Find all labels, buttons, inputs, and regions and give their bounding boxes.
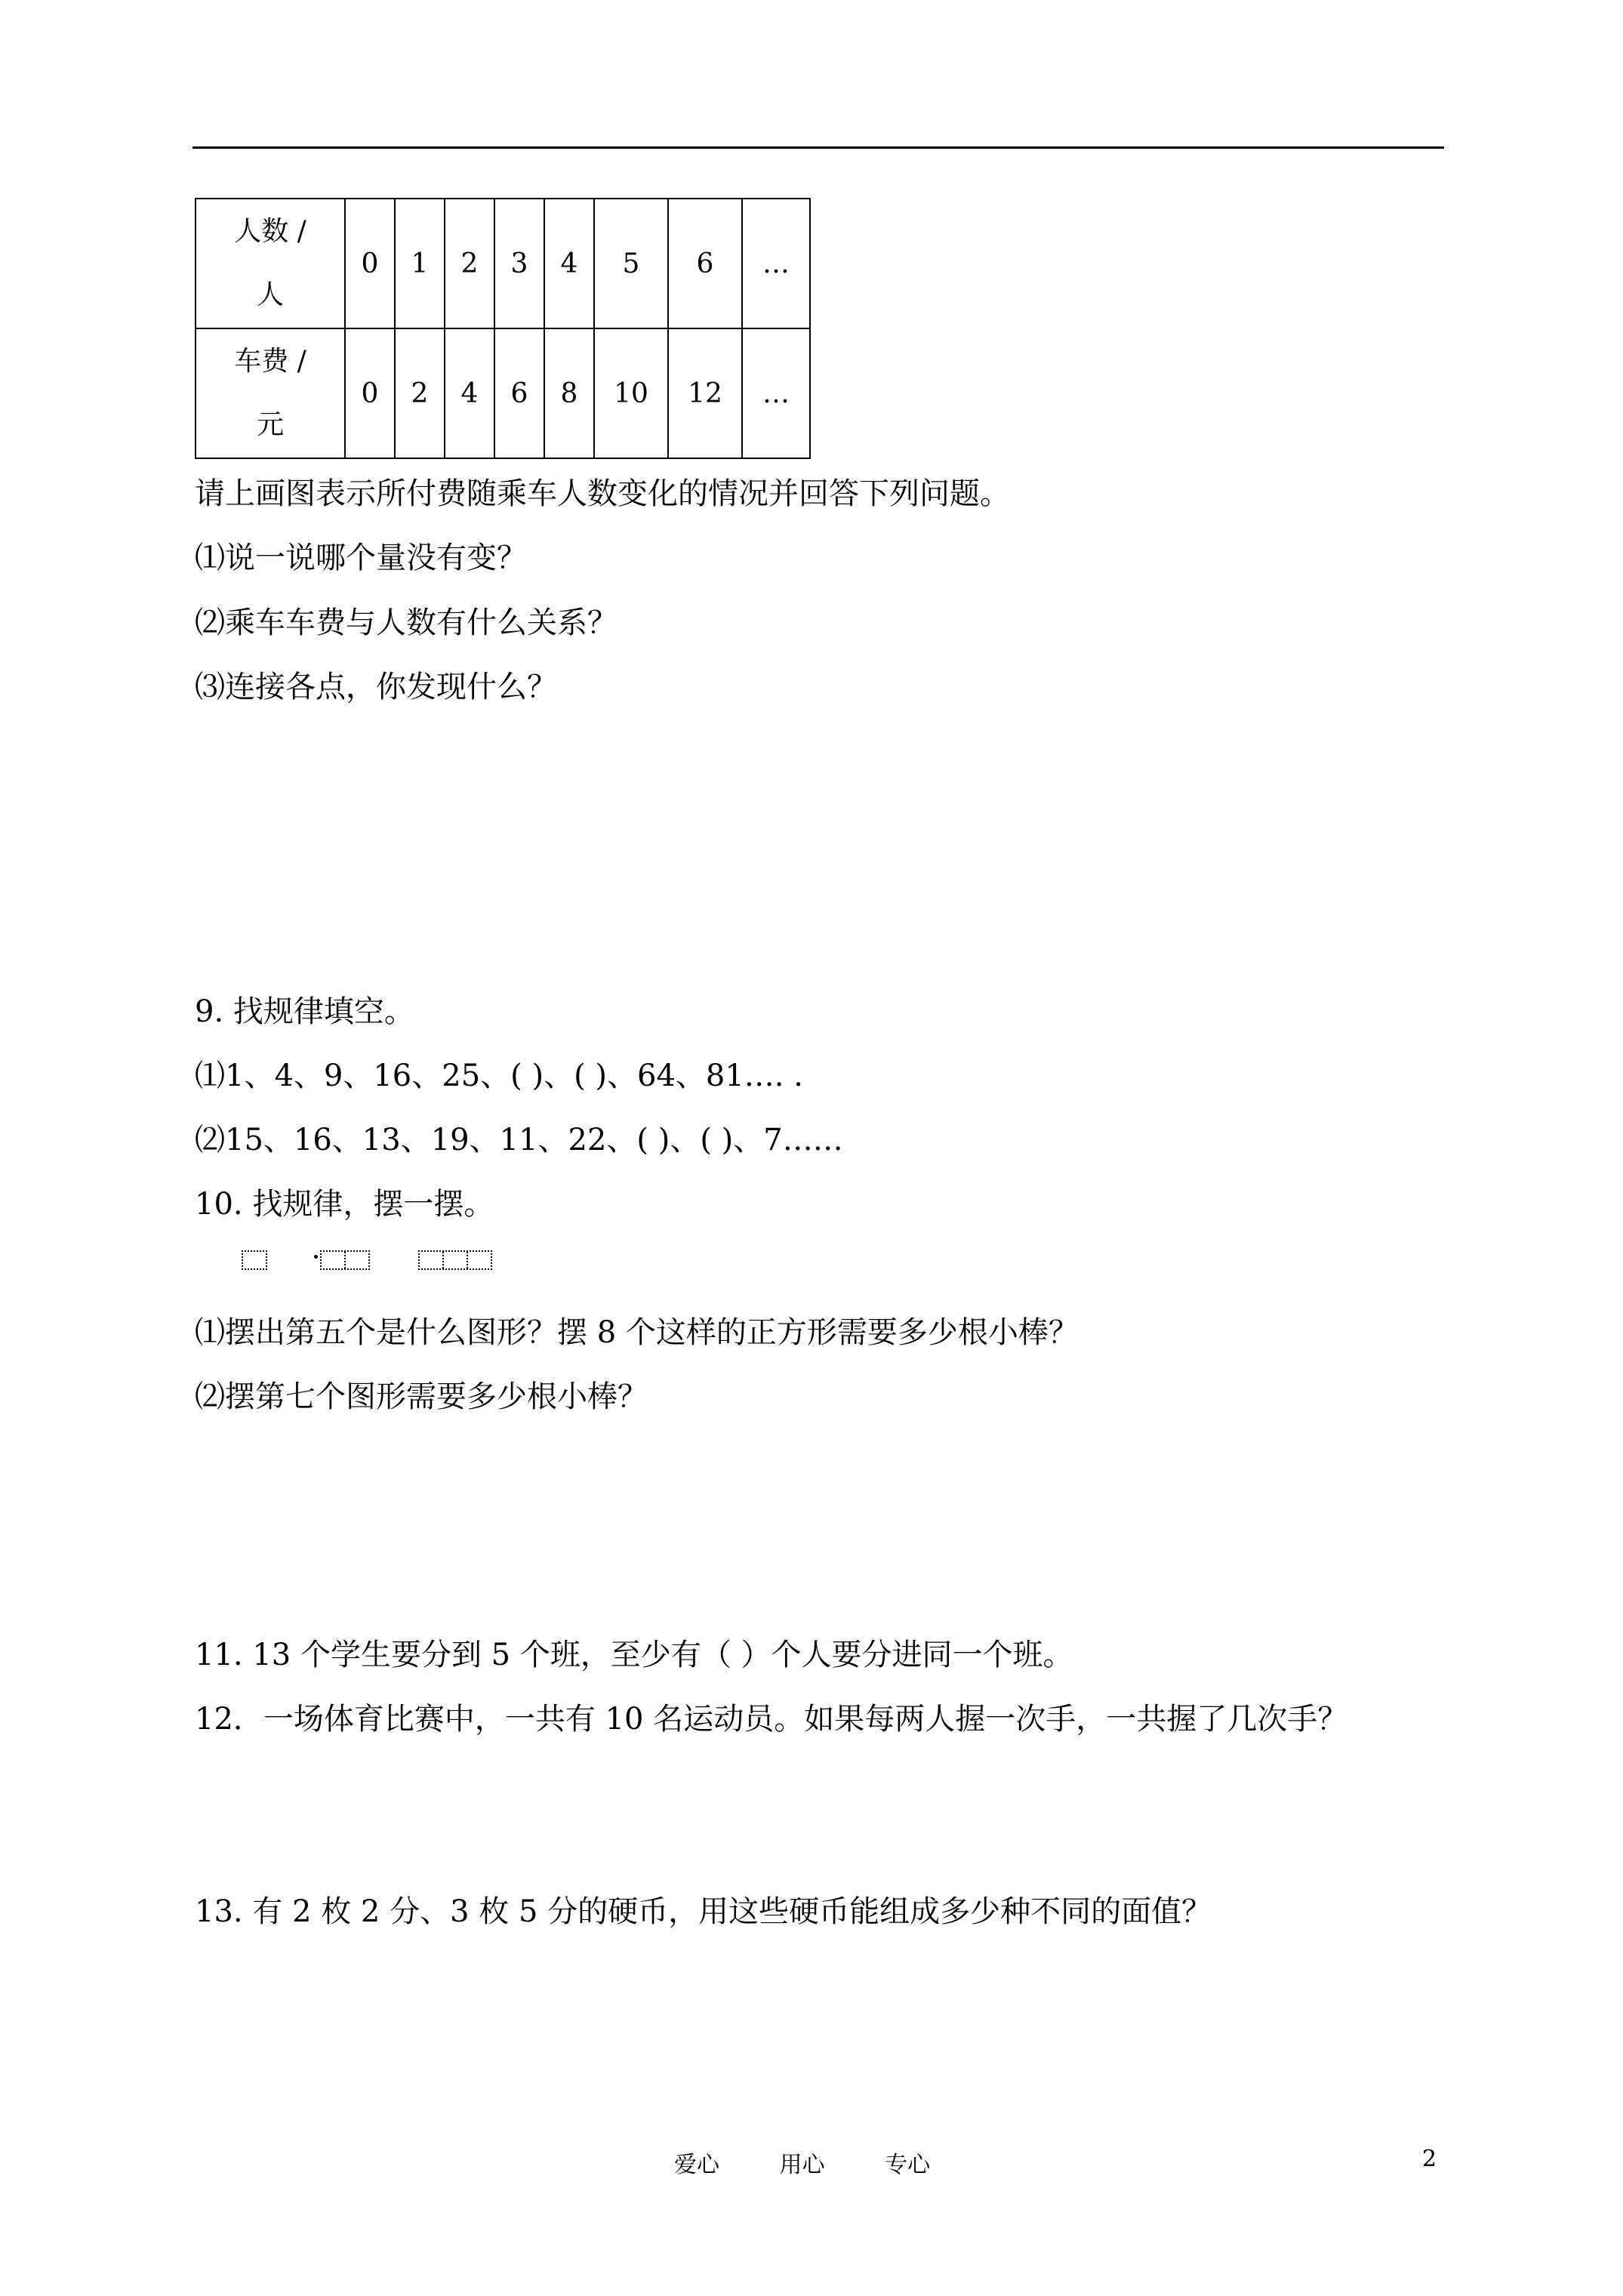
table-cell: 6 <box>494 328 544 458</box>
table-row <box>196 328 810 458</box>
two-square-figure <box>320 1250 370 1270</box>
problem-9-title: 9. 找规律填空。 <box>195 994 414 1029</box>
table-cell: … <box>742 328 810 458</box>
dot-mark <box>314 1255 318 1259</box>
table-cell: 10 <box>594 328 668 458</box>
question-1: ⑴说一说哪个量没有变？ <box>195 541 527 575</box>
footer-word-1: 爱心 <box>674 2152 719 2178</box>
problem-10-part-2: ⑵摆第七个图形需要多少根小棒？ <box>195 1379 648 1414</box>
problem-10-part-1: ⑴摆出第五个是什么图形？摆 8 个这样的正方形需要多少根小棒？ <box>195 1315 1079 1350</box>
footer-slogan <box>674 2146 983 2179</box>
question-2: ⑵乘车车费与人数有什么关系？ <box>195 606 617 640</box>
table-cell: 6 <box>668 199 742 328</box>
table-cell: 12 <box>668 328 742 458</box>
table-cell: 4 <box>544 199 594 328</box>
one-square-figure <box>242 1250 267 1270</box>
problem-11: 11. 13 个学生要分到 5 个班，至少有（ ）个人要分进同一个班。 <box>195 1638 1073 1672</box>
footer-word-3: 专心 <box>885 2152 931 2178</box>
table-cell: 0 <box>345 328 395 458</box>
page-number: 2 <box>1422 2146 1437 2172</box>
fare-table <box>195 198 811 459</box>
header-rule <box>192 146 1444 149</box>
row-header: 车费 / 元 <box>196 328 345 458</box>
question-3: ⑶连接各点，你发现什么？ <box>195 670 557 704</box>
table-cell: 2 <box>395 328 445 458</box>
table-row <box>196 199 810 328</box>
table-cell: 4 <box>445 328 494 458</box>
table-cell: 0 <box>345 199 395 328</box>
problem-13: 13. 有 2 枚 2 分、3 枚 5 分的硬币，用这些硬币能组成多少种不同的面值？ <box>195 1894 1212 1929</box>
table-cell: 8 <box>544 328 594 458</box>
table-cell: … <box>742 199 810 328</box>
row-header: 人数 / 人 <box>196 199 345 328</box>
table-cell: 3 <box>494 199 544 328</box>
square-pattern-figures <box>242 1247 513 1270</box>
problem-10-title: 10. 找规律，摆一摆。 <box>195 1187 494 1222</box>
table-cell: 1 <box>395 199 445 328</box>
table-cell: 5 <box>594 199 668 328</box>
problem-12: 12．一场体育比赛中，一共有 10 名运动员。如果每两人握一次手，一共握了几次手？ <box>195 1702 1348 1737</box>
three-square-figure <box>418 1250 492 1270</box>
instruction-text: 请上画图表示所付费随乘车人数变化的情况并回答下列问题。 <box>195 476 1010 511</box>
footer-word-2: 用心 <box>779 2152 825 2178</box>
problem-9-part-1: ⑴1、4、9、16、25、( )、( )、64、81…. . <box>195 1059 803 1093</box>
problem-9-part-2: ⑵15、16、13、19、11、22、( )、( )、7…… <box>195 1123 843 1157</box>
table-cell: 2 <box>445 199 494 328</box>
